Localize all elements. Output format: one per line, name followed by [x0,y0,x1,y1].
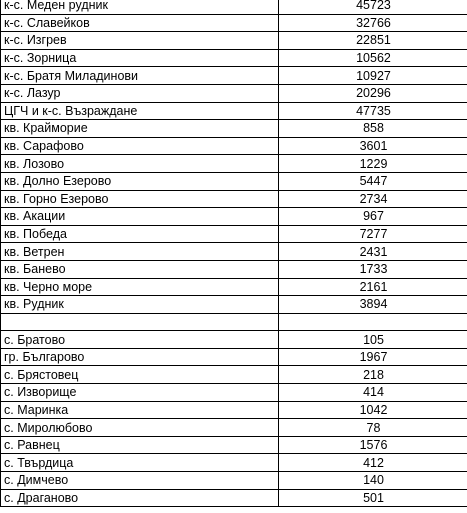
population-value-cell[interactable]: 7277 [279,225,467,243]
population-value-cell[interactable]: 22851 [279,32,467,50]
settlement-name-cell[interactable]: гр. Българово [1,348,279,366]
table-row [1,278,467,296]
settlement-name-cell[interactable]: с. Твърдица [1,454,279,472]
table-row [1,120,467,138]
settlement-name-cell[interactable]: к-с. Изгрев [1,32,279,50]
settlement-name-cell[interactable]: кв. Черно море [1,278,279,296]
population-value-cell[interactable]: 5447 [279,172,467,190]
table-row [1,419,467,437]
settlement-name-cell[interactable]: к-с. Зорница [1,49,279,67]
population-value-cell[interactable]: 140 [279,472,467,490]
table-row [1,190,467,208]
table-row [1,155,467,173]
population-value-cell[interactable]: 10562 [279,49,467,67]
population-value-cell[interactable]: 218 [279,366,467,384]
table-row [1,401,467,419]
table-row [1,454,467,472]
population-value-cell[interactable]: 2431 [279,243,467,261]
settlement-name-cell[interactable]: кв. Банево [1,260,279,278]
settlement-name-cell[interactable]: кв. Крайморие [1,120,279,138]
settlement-name-cell[interactable]: ЦГЧ и к-с. Възраждане [1,102,279,120]
population-value-cell[interactable]: 105 [279,331,467,349]
population-value-cell[interactable]: 1042 [279,401,467,419]
settlement-name-cell[interactable]: к-с. Меден рудник [1,0,279,14]
table-row [1,14,467,32]
settlement-name-cell[interactable]: кв. Горно Езерово [1,190,279,208]
settlement-name-cell[interactable]: кв. Лозово [1,155,279,173]
table-row [1,489,467,507]
settlement-name-cell[interactable]: с. Миролюбово [1,419,279,437]
table-row [1,384,467,402]
population-value-cell[interactable]: 20296 [279,84,467,102]
settlement-name-cell[interactable]: кв. Акации [1,208,279,226]
table-row [1,366,467,384]
population-value-cell[interactable]: 2734 [279,190,467,208]
population-value-cell[interactable]: 2161 [279,278,467,296]
table-row [1,348,467,366]
table-row [1,225,467,243]
settlement-name-cell[interactable]: с. Брястовец [1,366,279,384]
population-value-cell[interactable]: 47735 [279,102,467,120]
population-value-cell[interactable]: 3894 [279,296,467,314]
settlement-name-cell[interactable]: с. Димчево [1,472,279,490]
population-value-cell[interactable]: 3601 [279,137,467,155]
population-value-cell[interactable]: 1733 [279,260,467,278]
table-row [1,32,467,50]
settlement-name-cell[interactable]: кв. Победа [1,225,279,243]
settlement-name-cell[interactable]: кв. Сарафово [1,137,279,155]
settlement-name-cell[interactable]: к-с. Славейков [1,14,279,32]
table-body [1,0,467,507]
population-value-cell[interactable]: 1576 [279,436,467,454]
settlement-name-cell[interactable]: к-с. Лазур [1,84,279,102]
table-row [1,436,467,454]
table-row [1,472,467,490]
settlement-name-cell[interactable]: кв. Ветрен [1,243,279,261]
population-value-cell[interactable]: 412 [279,454,467,472]
settlement-name-cell[interactable]: кв. Долно Езерово [1,172,279,190]
settlement-name-cell[interactable] [1,313,279,331]
settlement-name-cell[interactable]: кв. Рудник [1,296,279,314]
population-value-cell[interactable]: 1967 [279,348,467,366]
table-row [1,84,467,102]
settlement-name-cell[interactable]: с. Братово [1,331,279,349]
table-row [1,260,467,278]
table-row [1,296,467,314]
population-value-cell[interactable]: 45723 [279,0,467,14]
population-value-cell[interactable]: 858 [279,120,467,138]
table-row [1,331,467,349]
table-row [1,208,467,226]
table-row [1,102,467,120]
population-value-cell[interactable]: 10927 [279,67,467,85]
table-row [1,67,467,85]
table-row [1,172,467,190]
table-row [1,313,467,331]
settlement-name-cell[interactable]: к-с. Братя Миладинови [1,67,279,85]
population-value-cell[interactable]: 1229 [279,155,467,173]
table-row [1,49,467,67]
population-value-cell[interactable]: 78 [279,419,467,437]
table-row [1,243,467,261]
table-row [1,137,467,155]
settlement-name-cell[interactable]: с. Равнец [1,436,279,454]
settlement-name-cell[interactable]: с. Драганово [1,489,279,507]
population-value-cell[interactable]: 414 [279,384,467,402]
population-value-cell[interactable] [279,313,467,331]
settlement-name-cell[interactable]: с. Маринка [1,401,279,419]
population-value-cell[interactable]: 32766 [279,14,467,32]
population-value-cell[interactable]: 501 [279,489,467,507]
table-row [1,0,467,14]
population-value-cell[interactable]: 967 [279,208,467,226]
settlement-name-cell[interactable]: с. Изворище [1,384,279,402]
